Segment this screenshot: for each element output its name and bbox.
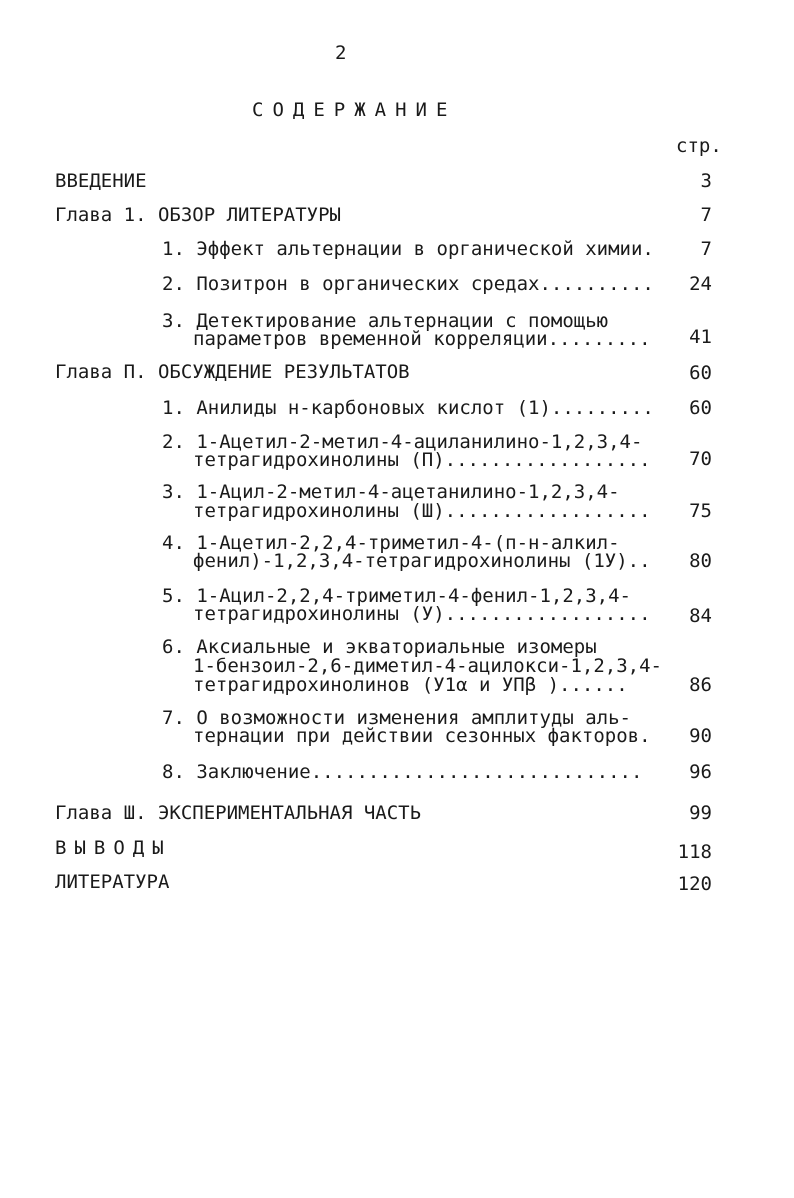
toc-page-section-2-4: 80 [689,550,712,572]
toc-entry-intro: ВВЕДЕНИЕ [55,170,147,192]
toc-page-references: 120 [677,873,712,895]
page-title: СОДЕРЖАНИЕ [252,99,457,121]
toc-page-conclusions: 118 [677,841,712,863]
toc-section-2-3-line1: 3. 1-Ацил-2-метил-4-ацетанилино-1,2,3,4- [162,481,620,503]
toc-section-2-7-line2: тернации при действии сезонных факторов. [193,725,651,747]
toc-section-2-7-line1: 7. О возможности изменения амплитуды аль- [162,707,631,729]
toc-section-2-1: 1. Анилиды н-карбоновых кислот (1)......... [162,397,654,419]
toc-page-section-2-7: 90 [689,725,712,747]
toc-page-section-1-2: 24 [689,273,712,295]
toc-section-2-2-line1: 2. 1-Ацетил-2-метил-4-ациланилино-1,2,3,4- [162,431,643,453]
page-column-label: стр. [676,135,722,157]
toc-section-1-2: 2. Позитрон в органических средах.......... [162,273,654,295]
toc-section-2-3-line2: тетрагидрохинолины (Ш).................. [193,500,651,522]
toc-chapter-2: Глава П. ОБСУЖДЕНИЕ РЕЗУЛЬТАТОВ [55,361,410,383]
toc-section-1-3-line1: 3. Детектирование альтернации с помощью [162,310,609,332]
toc-page-section-2-3: 75 [689,500,712,522]
toc-page-section-2-1: 60 [689,397,712,419]
page-number: 2 [335,42,347,64]
toc-section-2-4-line2: фенил)-1,2,3,4-тетрагидрохинолины (1У).. [193,550,651,572]
toc-section-2-6-line1: 6. Аксиальные и экваториальные изомеры [162,636,597,658]
toc-section-2-5-line1: 5. 1-Ацил-2,2,4-триметил-4-фенил-1,2,3,4- [162,585,631,607]
toc-section-2-6-line2: 1-бензоил-2,6-диметил-4-ацилокси-1,2,3,4- [193,655,662,677]
toc-section-1-3-line2: параметров временной корреляции......... [193,328,651,350]
toc-section-2-8: 8. Заключение............................. [162,761,643,783]
toc-page-intro: 3 [700,170,712,192]
toc-chapter-3: Глава Ш. ЭКСПЕРИМЕНТАЛЬНАЯ ЧАСТЬ [55,802,422,824]
toc-chapter-1: Глава 1. ОБЗОР ЛИТЕРАТУРЫ [55,204,341,226]
toc-page-chapter-2: 60 [689,362,712,384]
toc-page-section-1-1: 7 [700,238,712,260]
toc-page-section-2-8: 96 [689,761,712,783]
toc-page-section-2-5: 84 [689,605,712,627]
toc-page-chapter-3: 99 [689,802,712,824]
toc-references: ЛИТЕРАТУРА [55,871,170,893]
toc-section-1-1: 1. Эффект альтернации в органической химии. [162,238,654,260]
toc-section-2-2-line2: тетрагидрохинолины (П).................. [193,449,651,471]
toc-section-2-4-line1: 4. 1-Ацетил-2,2,4-триметил-4-(п-н-алкил- [162,532,620,554]
toc-page-section-2-2: 70 [689,448,712,470]
toc-page-chapter-1: 7 [700,204,712,226]
toc-page-section-1-3: 41 [689,326,712,348]
toc-section-2-6-line3: тетрагидрохинолинов (У1α и УПβ )...... [193,674,628,696]
toc-section-2-5-line2: тетрагидрохинолины (У).................. [193,603,651,625]
toc-page-section-2-6: 86 [689,674,712,696]
toc-conclusions: ВЫВОДЫ [55,837,172,859]
